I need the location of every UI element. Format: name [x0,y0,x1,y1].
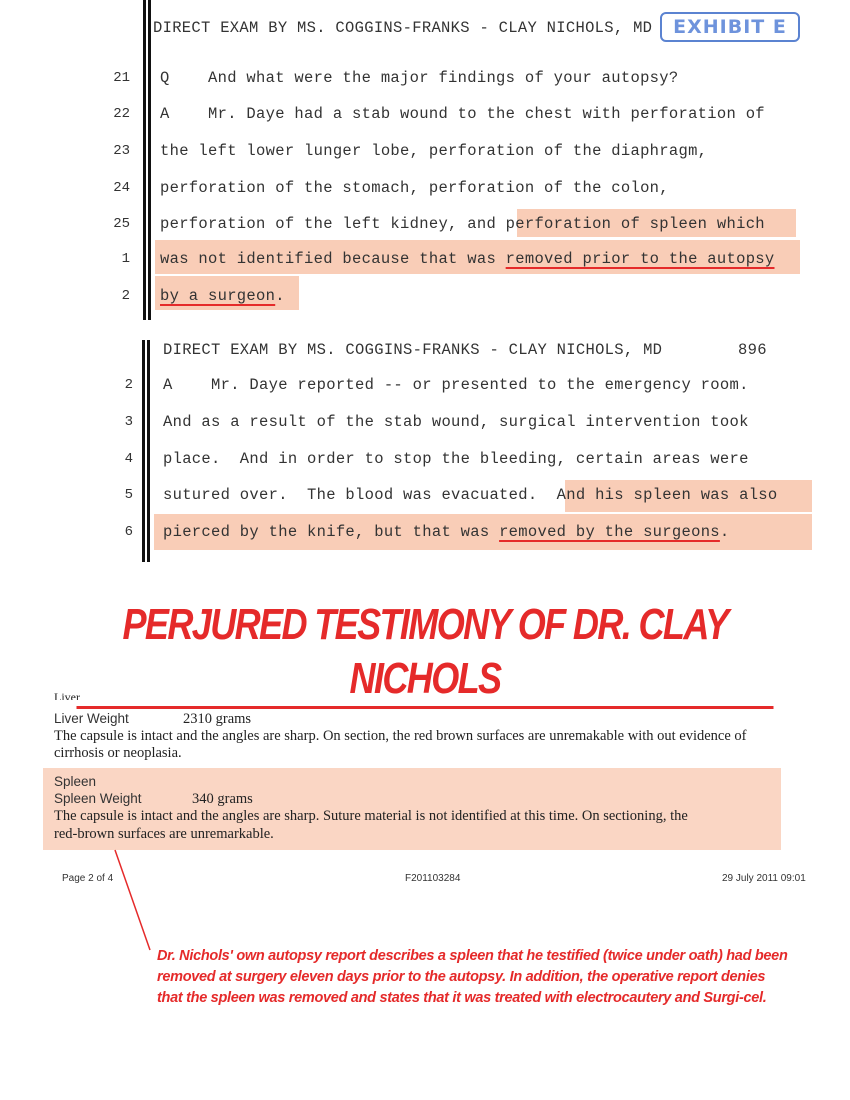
line-number: 24 [113,180,130,196]
liver-heading: Liver [54,692,80,700]
page-number: 896 [738,341,767,359]
line-text: perforation of the left kidney, and [160,215,506,233]
annotation-text [157,946,797,1009]
annotation-line: Dr. Nichols' own autopsy report describes a spleen that he testified (twice under oath) had been [157,948,788,964]
line-text: pierced by the knife, but that was [163,523,500,541]
annotation-line: removed at surgery eleven days prior to the autopsy. In addition, the operative report denies [157,969,766,985]
line-number: 25 [113,216,130,232]
liver-description: cirrhosis or neoplasia. [54,745,182,761]
liver-weight-value: 2310 grams [183,711,252,727]
report-date: 29 July 2011 09:01 [722,873,806,884]
transcript-line: the left lower lunger lobe, perforation of the diaphragm, [160,142,708,160]
headline-text: PERJURED TESTIMONY OF DR. CLAY NICHOLS [77,598,774,709]
line-text: . [275,287,285,305]
transcript-line: perforation of the stomach, perforation of the colon, [160,179,669,197]
spleen-weight-value: 340 grams [192,791,253,807]
line-number: 22 [113,106,130,122]
line-number: 5 [124,487,133,503]
transcript-header: DIRECT EXAM BY MS. COGGINS-FRANKS - CLAY NICHOLS, MD [163,341,663,359]
line-text: was not identified because that was [160,250,506,268]
highlighted-text: And his spleen was also [556,486,778,504]
line-number: 2 [121,288,130,304]
underlined-text: by a surgeon [160,287,276,305]
spleen-heading: Spleen [54,774,97,789]
line-number: 21 [113,70,130,86]
annotation-line: that the spleen was removed and states that it was treated with electrocautery and Surgi-cel. [157,990,767,1006]
underlined-text: removed by the surgeons [499,523,720,541]
report-page-number: Page 2 of 4 [62,873,114,884]
line-number: 3 [124,414,133,430]
transcript-line: A Mr. Daye had a stab wound to the chest with perforation of [160,105,765,123]
liver-description: The capsule is intact and the angles are sharp. On section, the red brown surfaces are unremakable with out evidence of [54,728,747,744]
line-number: 23 [113,143,130,159]
spleen-weight-label: Spleen Weight [54,791,142,806]
line-number: 2 [124,377,133,393]
transcript-line: A Mr. Daye reported -- or presented to the emergency room. [163,376,749,394]
transcript-header: DIRECT EXAM BY MS. COGGINS-FRANKS - CLAY NICHOLS, MD [153,19,653,37]
transcript-line: Q And what were the major findings of your autopsy? [160,69,679,87]
transcript-line: And as a result of the stab wound, surgical intervention took [163,413,749,431]
highlighted-text: perforation of spleen which [505,215,765,233]
report-case-number: F201103284 [405,873,461,884]
exhibit-stamp: EXHIBIT E [660,12,800,42]
line-number: 4 [124,451,133,467]
line-number: 6 [124,524,133,540]
underlined-text: removed prior to the autopsy [505,250,775,268]
line-text: sutured over. The blood was evacuated. [163,486,557,504]
line-number: 1 [121,251,130,267]
line-text: . [719,523,730,541]
spleen-description: The capsule is intact and the angles are sharp. Suture material is not identified at this time. On sectioning, the [54,808,688,824]
transcript-line: place. And in order to stop the bleeding, certain areas were [163,450,749,468]
spleen-description: red-brown surfaces are unremarkable. [54,826,274,842]
liver-weight-label: Liver Weight [54,711,129,726]
